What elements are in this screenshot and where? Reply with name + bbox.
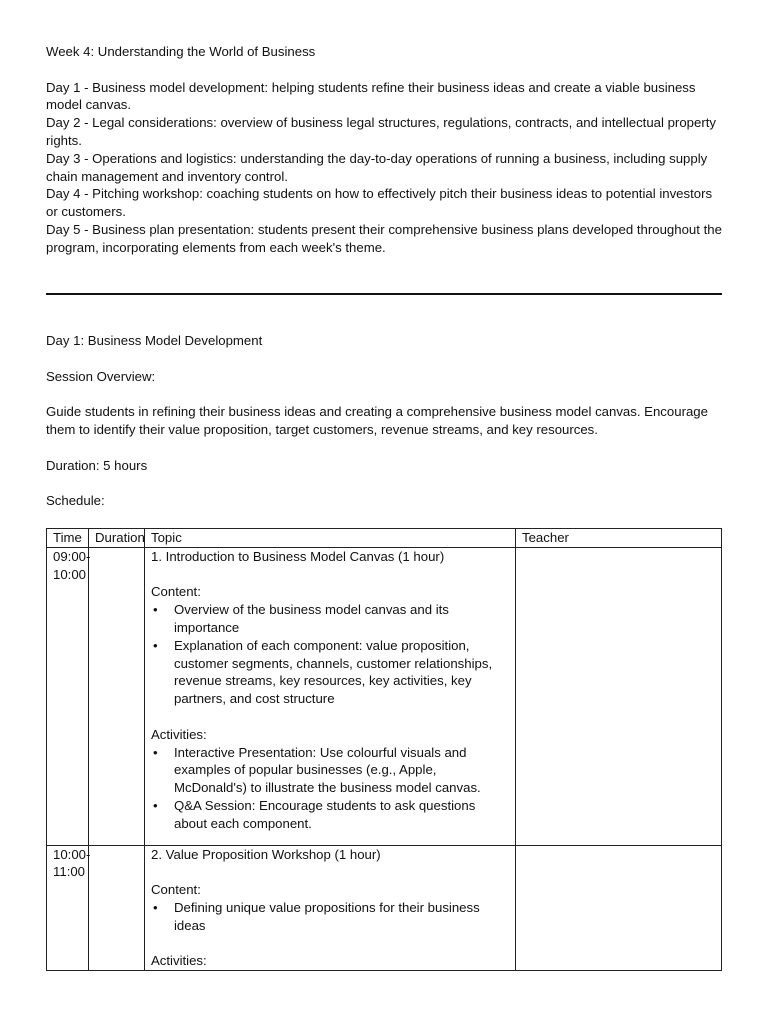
- teacher-cell: [516, 845, 722, 971]
- activities-label: Activities:: [151, 726, 207, 742]
- table-row: [47, 845, 722, 971]
- duration-cell: [89, 547, 145, 845]
- schedule-label: Schedule:: [46, 493, 105, 509]
- table-header-row: [47, 529, 722, 548]
- time-cell: 09:00-10:00: [47, 547, 89, 845]
- week-day-2: Day 2 - Legal considerations: overview of business legal structures, regulations, contracts, and intellectual property rights.: [46, 115, 716, 148]
- activities-list: [151, 744, 509, 833]
- section-divider: [46, 293, 722, 295]
- day1-title: Day 1: Business Model Development: [46, 333, 263, 348]
- list-item: • Defining unique value propositions for their business ideas: [151, 899, 509, 935]
- list-item: • Explanation of each component: value proposition, customer segments, channels, customer relationships, revenue streams, key resources, key activities, key partners, and cost structure: [151, 637, 509, 708]
- list-item: • Interactive Presentation: Use colourful visuals and examples of popular businesses (e.g., Apple, McDonald's) to illustrate the business model canvas.: [151, 744, 509, 797]
- header-topic: Topic: [145, 529, 516, 548]
- time-cell: 10:00-11:00: [47, 845, 89, 971]
- topic-title: 2. Value Proposition Workshop (1 hour): [151, 846, 381, 862]
- session-overview-text: Guide students in refining their business ideas and creating a comprehensive business model canvas. Encourage them to identify their value proposition, target customers, revenue streams, and key resources.: [46, 404, 708, 437]
- content-list: [151, 601, 509, 708]
- topic-title: 1. Introduction to Business Model Canvas (1 hour): [151, 548, 445, 564]
- week-overview: [46, 43, 726, 257]
- header-duration: Duration: [89, 529, 145, 548]
- week-day-3: Day 3 - Operations and logistics: understanding the day-to-day operations of running a business, including supply chain management and inventory control.: [46, 150, 708, 184]
- content-label: Content:: [151, 584, 201, 600]
- week-day-1: Day 1 - Business model development: helping students refine their business ideas and create a viable business model canvas.: [46, 79, 696, 113]
- duration-text: Duration: 5 hours: [46, 457, 148, 473]
- header-teacher: Teacher: [516, 529, 722, 548]
- header-time: Time: [47, 529, 89, 548]
- list-item: • Q&A Session: Encourage students to ask questions about each component.: [151, 797, 509, 833]
- topic-cell: [145, 547, 516, 845]
- week-day-4: Day 4 - Pitching workshop: coaching students on how to effectively pitch their business ideas to potential investors or customers.: [46, 186, 713, 220]
- table-row: [47, 547, 722, 845]
- week-title: Week 4: Understanding the World of Business: [46, 44, 316, 59]
- content-label: Content:: [151, 882, 201, 898]
- content-list: [151, 899, 509, 935]
- session-overview-label: Session Overview:: [46, 368, 156, 384]
- activities-label: Activities:: [151, 953, 207, 969]
- schedule-table: [46, 528, 722, 971]
- duration-cell: [89, 845, 145, 971]
- teacher-cell: [516, 547, 722, 845]
- list-item: • Overview of the business model canvas and its importance: [151, 601, 509, 637]
- topic-cell: [145, 845, 516, 971]
- week-day-5: Day 5 - Business plan presentation: students present their comprehensive business plans developed throughout the program, incorporating elements from each week's theme.: [46, 221, 722, 255]
- day1-section: [46, 332, 726, 510]
